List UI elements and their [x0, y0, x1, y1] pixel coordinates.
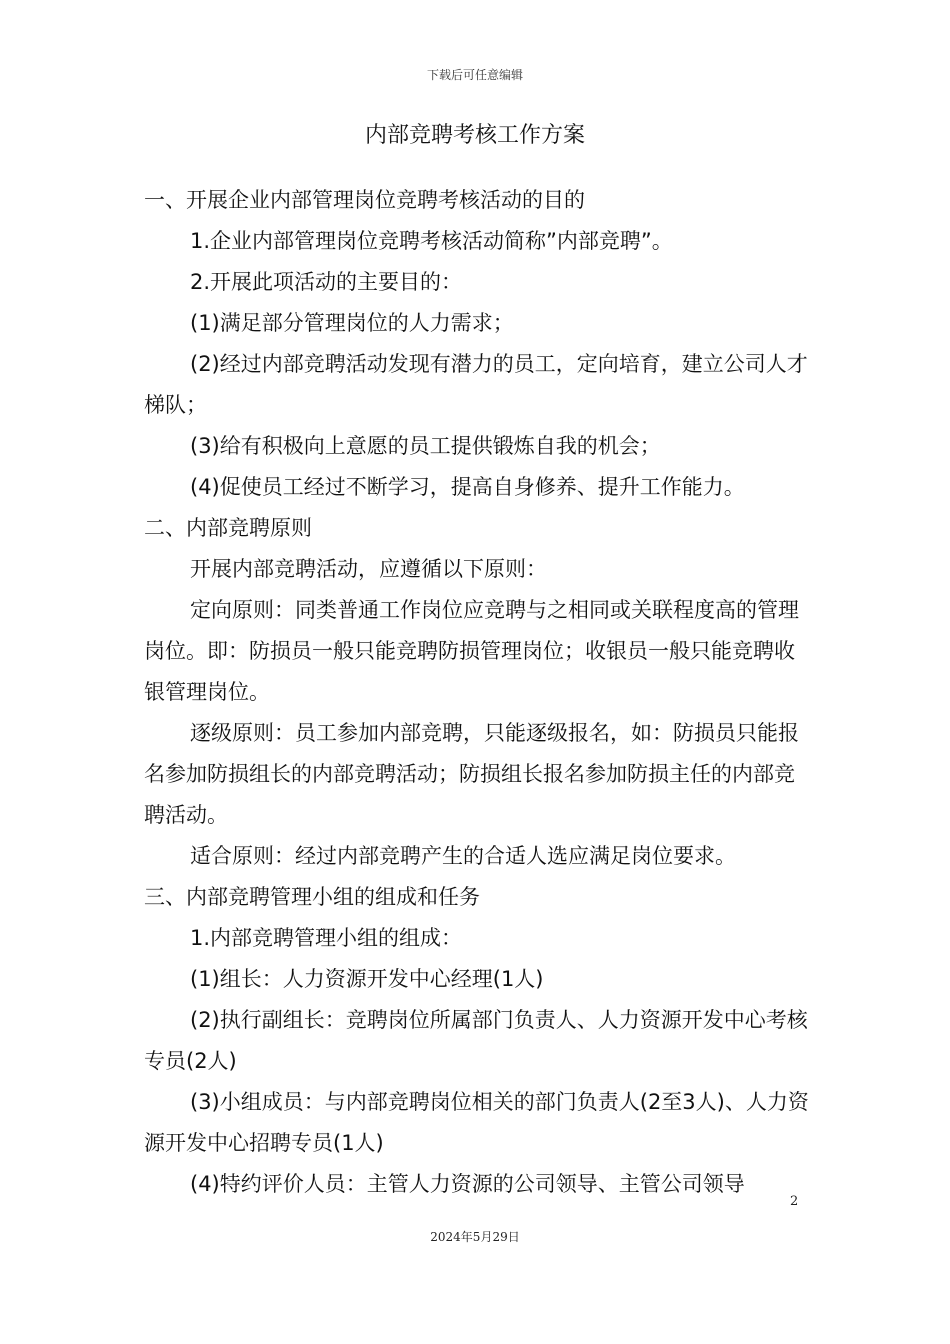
list-item: (2)经过内部竞聘活动发现有潜力的员工，定向培育，建立公司人才梯队； [144, 352, 808, 417]
paragraph: 定向原则：同类普通工作岗位应竞聘与之相同或关联程度高的管理岗位。即：防损员一般只能竞聘防损管理岗位；收银员一般只能竞聘收银管理岗位。 [144, 598, 799, 704]
paragraph: 逐级原则：员工参加内部竞聘，只能逐级报名，如：防损员只能报名参加防损组长的内部竞聘活动；防损组长报名参加防损主任的内部竞聘活动。 [144, 721, 799, 827]
list-item: (1)满足部分管理岗位的人力需求； [190, 311, 514, 335]
section-heading-1: 一、开展企业内部管理岗位竞聘考核活动的目的 [144, 188, 585, 212]
page-number: 2 [790, 1194, 799, 1209]
list-item: (3)给有积极向上意愿的员工提供锻炼自我的机会； [190, 434, 661, 458]
list-item: (3)小组成员：与内部竞聘岗位相关的部门负责人(2至3人)、人力资源开发中心招聘专员(1人) [144, 1090, 809, 1155]
section-heading-3: 三、内部竞聘管理小组的组成和任务 [144, 885, 480, 909]
page-footer-date: 2024年5月29日 [430, 1230, 520, 1244]
section-heading-2: 二、内部竞聘原则 [144, 516, 312, 540]
paragraph: 1.企业内部管理岗位竞聘考核活动简称”内部竞聘”。 [190, 229, 673, 253]
paragraph: 1.内部竞聘管理小组的组成： [190, 926, 463, 950]
page-header: 下载后可任意编辑 [426, 68, 523, 82]
paragraph: 适合原则：经过内部竞聘产生的合适人选应满足岗位要求。 [190, 844, 736, 868]
paragraph: 2.开展此项活动的主要目的： [190, 270, 463, 294]
list-item: (2)执行副组长：竞聘岗位所属部门负责人、人力资源开发中心考核专员(2人) [144, 1008, 808, 1073]
document-title: 内部竞聘考核工作方案 [364, 123, 585, 148]
list-item: (4)特约评价人员：主管人力资源的公司领导、主管公司领导 [190, 1172, 745, 1196]
paragraph: 开展内部竞聘活动，应遵循以下原则： [190, 557, 547, 581]
list-item: (4)促使员工经过不断学习，提高自身修养、提升工作能力。 [190, 475, 745, 499]
list-item: (1)组长：人力资源开发中心经理(1人) [190, 967, 544, 991]
document-body [144, 180, 812, 1205]
